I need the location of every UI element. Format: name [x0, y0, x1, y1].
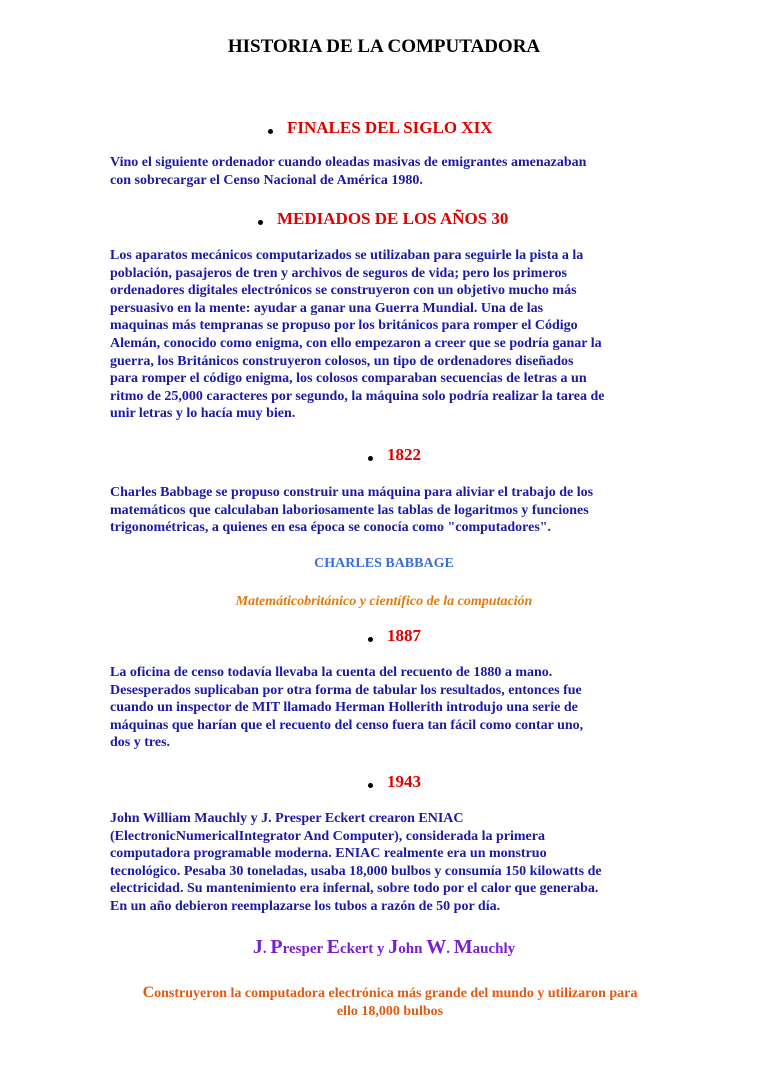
section-heading-1943: 1943 [368, 772, 421, 792]
section-heading-1822: 1822 [368, 445, 421, 465]
bullet-icon [368, 783, 373, 788]
section-heading-siglo-xix: FINALES DEL SIGLO XIX [268, 118, 492, 138]
section-paragraph-1822: Charles Babbage se propuso construir una máquina para aliviar el trabajo de los matemáticos que calculaban laboriosamente las tablas de logaritmos y funciones trigonométricas, a quienes en esa época se conocía como "computadores". [110, 485, 594, 536]
section-paragraph-1943: John William Mauchly y J. Presper Eckert crearon ENIAC (ElectronicNumericalIntegrator And Computer), considerada la primera computadora programable moderna. ENIAC realmente era un monstruo tecnológico. Pesaba 30 toneladas, usaba 18,000 bulbos y consumía 150 kilowatts de electricidad. Su mantenimiento era infernal, sobre todo por el calor que generaba. En un año debieron reemplazarse los tubos a razón de 50 por día. [110, 811, 602, 914]
bullet-icon [268, 129, 273, 134]
section-paragraph-1887: La oficina de censo todavía llevaba la cuenta del recuento de 1880 a mano. Desesperados suplicaban por otra forma de tabular los resultados, entonces fue cuando un inspector de MIT llamado Herman Hollerith introdujo una serie de máquinas que harían que el recuento del censo fuera tan fácil como contar uno, dos y tres. [110, 665, 584, 751]
babbage-subtitle: Matemáticobritánico y científico de la computación [235, 594, 533, 609]
section-paragraph-siglo-xix: Vino el siguiente ordenador cuando oleadas masivas de emigrantes amenazaban con sobrecargar el Censo Nacional de América 1980. [110, 155, 587, 188]
document-title: HISTORIA DE LA COMPUTADORA [227, 36, 541, 57]
eckert-mauchly-names: J. Presper Eckert y John W. Mauchly [252, 936, 516, 958]
section-heading-anos-30: MEDIADOS DE LOS AÑOS 30 [258, 209, 508, 229]
bullet-icon [368, 456, 373, 461]
section-paragraph-anos-30: Los aparatos mecánicos computarizados se utilizaban para seguirle la pista a la población, pasajeros de tren y archivos de seguros de vida; pero los primeros ordenadores digitales electrónicos se construyeron con un objetivo mucho más persuasivo en la mente: ayudar a ganar una Guerra Mundial. Una de las maquinas más tempranas se propuso por los británicos para romper el Código Alemán, conocido como enigma, con ello empezaron a creer que se podría ganar la guerra, los Británicos construyeron colosos, un tipo de ordenadores diseñados para romper el código enigma, los colosos comparaban secuencias de letras a un ritmo de 25,000 caracteres por segundo, la máquina solo podría realizar la tarea de unir letras y lo hacía muy bien. [110, 248, 605, 422]
bullet-icon [258, 220, 263, 225]
bullet-icon [368, 637, 373, 642]
final-paragraph: Construyeron la computadora electrónica más grande del mundo y utilizaron para ello 18,000 bulbos [142, 984, 638, 1019]
section-heading-1887: 1887 [368, 626, 421, 646]
babbage-name: CHARLES BABBAGE [314, 556, 454, 571]
